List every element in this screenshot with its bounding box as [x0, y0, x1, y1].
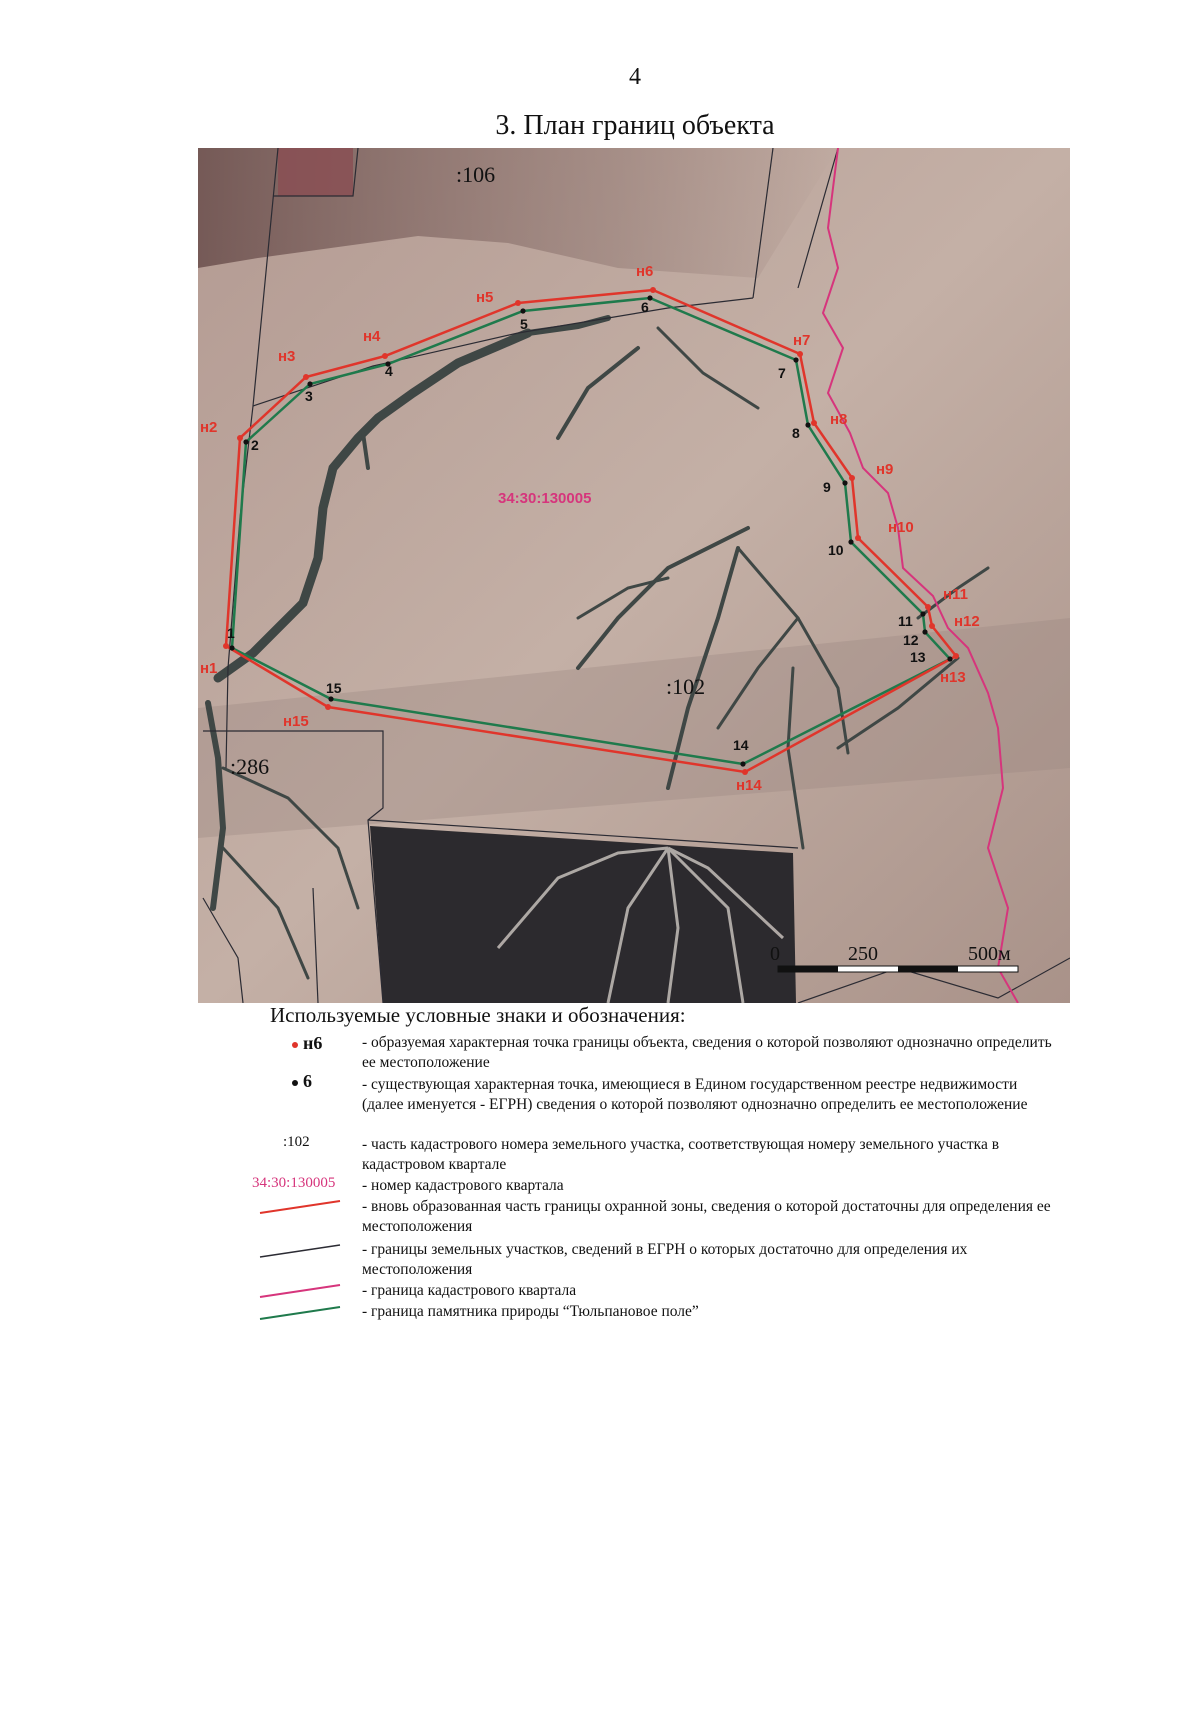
existing-point-label-14: 14 [733, 737, 749, 753]
new-point-marker-н10 [855, 535, 861, 541]
legend-text-quarter-number: - номер кадастрового квартала [362, 1177, 564, 1194]
new-point-label-н2: н2 [200, 419, 218, 436]
legend-symbol-parcel-number: :102 [283, 1134, 310, 1150]
new-point-label-н1: н1 [200, 660, 218, 677]
new-point-dot [292, 1042, 298, 1048]
existing-point-label-11: 11 [898, 613, 913, 629]
scale-label-0: 0 [770, 943, 780, 965]
existing-point-marker-13 [947, 656, 952, 661]
legend-symbol-existing-point: 6 [292, 1071, 402, 1092]
new-point-label-н6: н6 [636, 263, 654, 280]
legend-symbol-parcel-boundary-line [250, 1240, 360, 1260]
new-point-marker-н15 [325, 704, 331, 710]
parcel-label-286: :286 [230, 754, 270, 779]
existing-point-label-7: 7 [778, 365, 786, 381]
legend-symbol-quarter-boundary-line [250, 1280, 360, 1300]
page-number: 4 [629, 64, 641, 90]
new-point-marker-н14 [742, 769, 748, 775]
new-point-marker-н11 [925, 604, 931, 610]
existing-point-marker-9 [842, 480, 847, 485]
new-point-label-н12: н12 [954, 613, 980, 630]
existing-point-marker-3 [307, 381, 312, 386]
existing-point-label-2: 2 [251, 437, 259, 453]
new-point-label-н9: н9 [876, 461, 894, 478]
existing-point-label-10: 10 [828, 542, 844, 558]
new-point-marker-н6 [650, 287, 656, 293]
existing-point-label-9: 9 [823, 479, 831, 495]
existing-point-label-8: 8 [792, 425, 800, 441]
legend-title: Используемые условные знаки и обозначения: [270, 1003, 686, 1027]
new-point-label-н11: н11 [943, 586, 968, 603]
new-point-marker-н8 [811, 420, 817, 426]
new-point-marker-н12 [929, 623, 935, 629]
existing-point-marker-15 [328, 696, 333, 701]
boundary-plan-map [198, 148, 1070, 1003]
scale-label-500: 500м [968, 943, 1011, 965]
legend-text-parcel-boundary: - границы земельных участков, сведений в ЕГРН о которых достаточно для определения их местоположения [362, 1241, 968, 1278]
legend-text-quarter-boundary: - граница кадастрового квартала [362, 1282, 577, 1299]
new-point-label-н14: н14 [736, 777, 762, 794]
new-point-label-н8: н8 [830, 411, 848, 428]
legend-text-new-point: - образуемая характерная точка границы объекта, сведения о которой позволяют однозначно определить ее местоположение [362, 1034, 1052, 1071]
existing-point-label-1: 1 [227, 625, 235, 641]
reddish-field [278, 148, 353, 196]
cadastral-quarter-label: 34:30:130005 [498, 490, 592, 507]
existing-point-marker-10 [848, 539, 853, 544]
existing-point-marker-12 [922, 629, 927, 634]
existing-point-label-5: 5 [520, 316, 528, 332]
new-point-marker-н2 [237, 435, 243, 441]
existing-point-marker-1 [229, 645, 234, 650]
new-point-label-н10: н10 [888, 519, 914, 536]
scale-label-250: 250 [848, 943, 878, 965]
new-point-marker-н4 [382, 353, 388, 359]
existing-point-label-15: 15 [326, 680, 342, 696]
existing-point-marker-11 [920, 611, 925, 616]
legend-text-monument-boundary: - граница памятника природы “Тюльпановое поле” [362, 1303, 699, 1320]
new-point-marker-н5 [515, 300, 521, 306]
new-point-marker-н1 [223, 643, 229, 649]
legend-text-new-boundary: - вновь образованная часть границы охранной зоны, сведения о которой достаточны для определения ее местоположения [362, 1198, 1051, 1235]
dark-ploughed-field [370, 826, 796, 1003]
legend-text-existing-point: - существующая характерная точка, имеющиеся в Едином государственном реестре недвижимости (далее именуется - ЕГРН) сведения о которой позволяют однозначно определить ее местоположение [362, 1076, 1028, 1113]
new-point-marker-н7 [797, 351, 803, 357]
existing-point-marker-14 [740, 761, 745, 766]
page-title: 3. План границ объекта [495, 110, 775, 141]
existing-point-marker-2 [243, 439, 248, 444]
legend-text-parcel-number: - часть кадастрового номера земельного участка, соответствующая номеру земельного участка в кадастровом квартале [362, 1136, 1000, 1173]
existing-point-label-12: 12 [903, 632, 919, 648]
new-point-marker-н9 [849, 475, 855, 481]
new-point-label-н15: н15 [283, 713, 309, 730]
new-point-label-н5: н5 [476, 289, 494, 306]
legend-symbol-new-boundary-line [250, 1196, 360, 1216]
existing-point-label-6: 6 [641, 299, 649, 315]
existing-point-marker-7 [793, 357, 798, 362]
parcel-label-106: :106 [456, 162, 496, 187]
new-point-label-н7: н7 [793, 332, 811, 349]
legend-symbol-monument-boundary-line [250, 1302, 360, 1322]
existing-point-marker-8 [805, 422, 810, 427]
new-point-label-н4: н4 [363, 328, 381, 345]
existing-point-marker-5 [520, 308, 525, 313]
new-point-marker-н3 [303, 374, 309, 380]
existing-point-label-13: 13 [910, 649, 926, 665]
new-point-marker-н13 [953, 653, 959, 659]
legend-symbol-new-point: н6 [292, 1033, 402, 1054]
new-point-label-н3: н3 [278, 348, 296, 365]
parcel-label-102: :102 [666, 674, 706, 699]
existing-point-dot [292, 1080, 298, 1086]
existing-point-label-3: 3 [305, 388, 313, 404]
legend-symbol-quarter-number: 34:30:130005 [252, 1175, 336, 1191]
new-point-label-н13: н13 [940, 669, 966, 686]
existing-point-label-4: 4 [385, 363, 393, 379]
